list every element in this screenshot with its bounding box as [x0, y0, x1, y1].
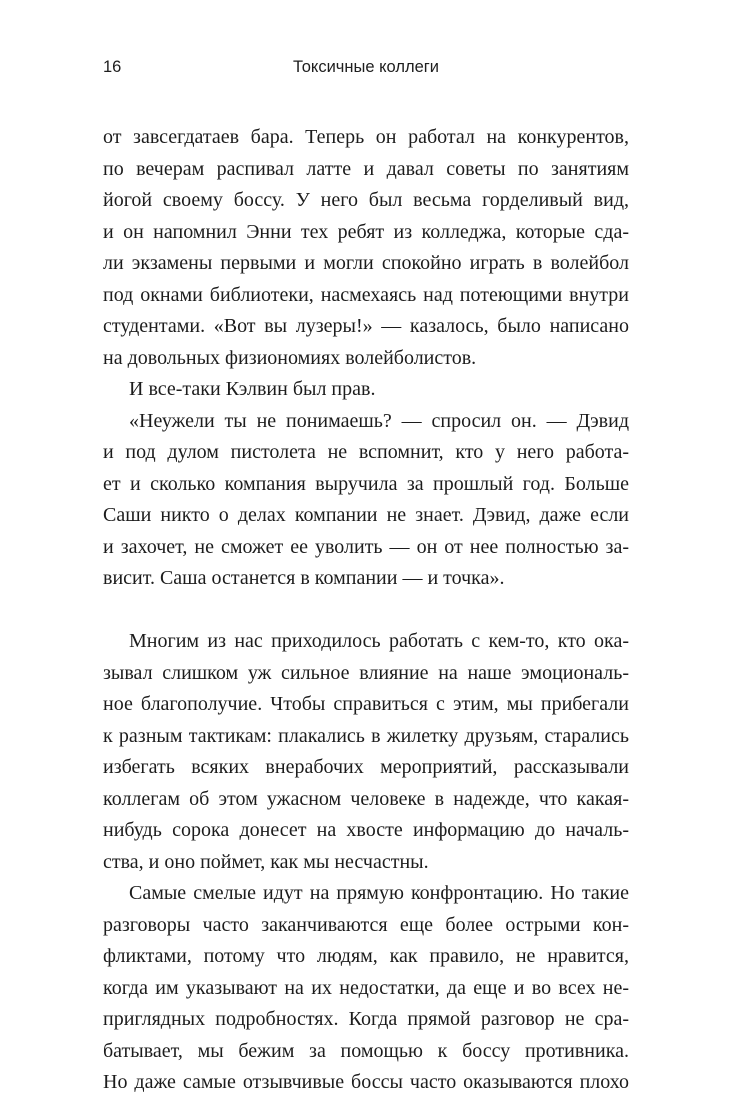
- running-title: Токсичные коллеги: [292, 58, 440, 76]
- text-line: Саши никто о делах компании не знает. Дэвид, даже если: [103, 504, 629, 526]
- text-line: и захочет, не сможет ее уволить — он от нее полностью за-: [103, 535, 629, 558]
- text-line: ли экзамены первыми и могли спокойно играть в волейбол: [103, 252, 629, 274]
- text-line: студентами. «Вот вы лузеры!» — казалось, было написано: [103, 315, 629, 337]
- text-line: Многим из нас приходилось работать с кем-то, кто ока-: [129, 630, 629, 652]
- text-line: на довольных физиономиях волейболистов.: [103, 346, 477, 369]
- text-line: разговоры часто заканчиваются еще более острыми кон-: [103, 913, 629, 936]
- text-line: по вечерам распивал латте и давал советы по занятиям: [103, 157, 629, 180]
- text-line: батывает, мы бежим за помощью к боссу противника.: [103, 1039, 629, 1062]
- paragraph: [103, 406, 629, 595]
- text-line: йогой своему боссу. У него был весьма горделивый вид,: [103, 189, 629, 211]
- text-line: ства, и оно поймет, как мы несчастны.: [103, 850, 429, 873]
- text-line: приглядных подробностях. Когда прямой разговор не сра-: [103, 1008, 629, 1030]
- body-text: [103, 122, 629, 1099]
- text-line: Самые смелые идут на прямую конфронтацию. Но такие: [129, 882, 629, 904]
- text-line: к разным тактикам: плакались в жилетку друзьям, старались: [103, 724, 629, 747]
- paragraph: [103, 626, 629, 878]
- text-line: «Неужели ты не понимаешь? — спросил он. — Дэвид: [129, 409, 629, 432]
- page-number: 16: [103, 58, 122, 76]
- text-line: и под дулом пистолета не вспомнит, кто у него работа-: [103, 441, 629, 463]
- text-line: нибудь сорока донесет на хвосте информацию до началь-: [103, 819, 629, 841]
- paragraph: [103, 122, 629, 374]
- text-line: когда им указывают на их недостатки, да еще и во всех не-: [103, 976, 629, 999]
- text-line: под окнами библиотеки, насмехаясь над потеющими внутри: [103, 283, 629, 306]
- text-line: зывал слишком уж сильное влияние на наше эмоциональ-: [103, 661, 629, 684]
- paragraph: [103, 374, 629, 406]
- text-line: И все-таки Кэлвин был прав.: [129, 378, 376, 400]
- text-line: ное благополучие. Чтобы справиться с этим, мы прибегали: [103, 693, 629, 715]
- text-line: Но даже самые отзывчивые боссы часто оказываются плохо: [103, 1071, 629, 1093]
- text-line: ет и сколько компания выручила за прошлый год. Больше: [103, 472, 629, 495]
- text-line: и он напомнил Энни тех ребят из колледжа, которые сда-: [103, 220, 629, 243]
- paragraph: [103, 878, 629, 1099]
- text-line: фликтами, потому что людям, как правило, не нравится,: [103, 945, 629, 967]
- text-line: избегать всяких внерабочих мероприятий, рассказывали: [103, 756, 629, 778]
- text-line: от завсегдатаев бара. Теперь он работал на конкурентов,: [103, 126, 629, 148]
- section-break: [103, 595, 629, 627]
- running-header: [103, 58, 629, 82]
- text-line: коллегам об этом ужасном человеке в надежде, что какая-: [103, 787, 629, 810]
- text-line: висит. Саша останется в компании — и точка».: [103, 567, 505, 589]
